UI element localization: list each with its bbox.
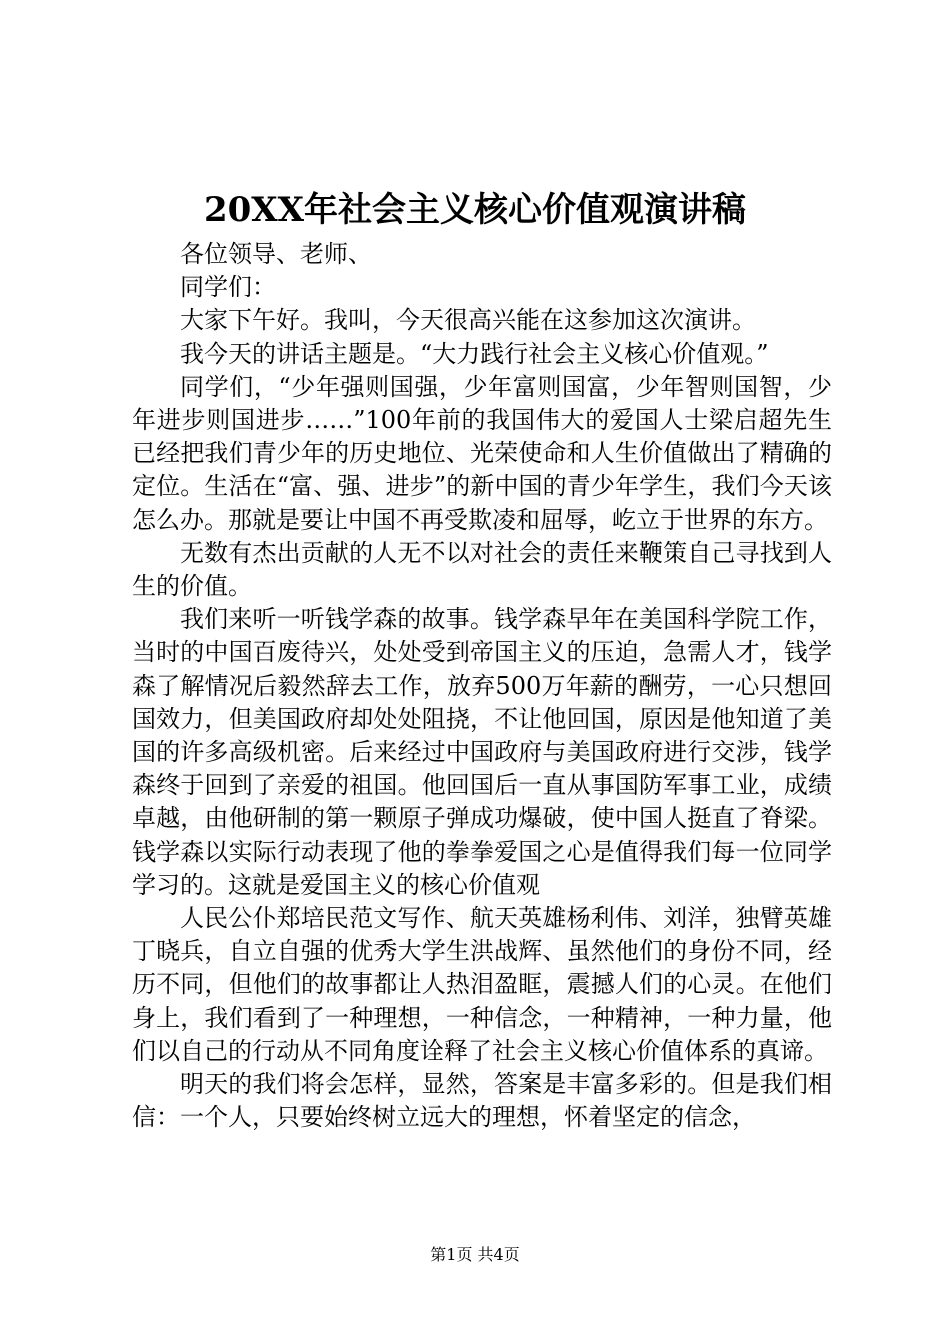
paragraph-body: 同学们，“少年强则国强，少年富则国富，少年智则国智，少年进步则国进步……”100年前的我国伟大的爱国人士梁启超先生已经把我们青少年的历史地位、光荣使命和人生价值做出了精确的定位。生活在“富、强、进步”的新中国的青少年学生，我们今天该怎么办。那就是要让中国不再受欺凌和屈辱，屹立于世界的东方。	[132, 372, 832, 534]
paragraph-salutation-2: 同学们：	[180, 273, 276, 302]
page-footer: 第1页 共4页	[430, 1245, 520, 1264]
paragraph-body: 明天的我们将会怎样，显然，答案是丰富多彩的。但是我们相信：一个人，只要始终树立远大的理想，怀着坚定的信念，	[132, 1070, 832, 1132]
paragraph-topic: 我今天的讲话主题是。“大力践行社会主义核心价值观。”	[180, 339, 769, 368]
paragraph-body: 人民公仆郑培民范文写作、航天英雄杨利伟、刘洋，独臂英雄丁晓兵，自立自强的优秀大学生洪战辉、虽然他们的身份不同，经历不同，但他们的故事都让人热泪盈眶，震撼人们的心灵。在他们身上，我们看到了一种理想，一种信念，一种精神，一种力量，他们以自己的行动从不同角度诠释了社会主义核心价值体系的真谛。	[132, 904, 832, 1065]
paragraph-body: 我们来听一听钱学森的故事。钱学森早年在美国科学院工作，当时的中国百废待兴，处处受到帝国主义的压迫，急需人才，钱学森了解情况后毅然辞去工作，放弃500万年薪的酬劳，一心只想回国效力，但美国政府却处处阻挠，不让他回国，原因是他知道了美国的许多高级机密。后来经过中国政府与美国政府进行交涉，钱学森终于回到了亲爱的祖国。他回国后一直从事国防军事工业，成绩卓越，由他研制的第一颗原子弹成功爆破，使中国人挺直了脊梁。钱学森以实际行动表现了他的拳拳爱国之心是值得我们每一位同学学习的。这就是爱国主义的核心价值观	[132, 605, 832, 899]
document-body	[132, 238, 832, 1134]
paragraph-greeting: 大家下午好。我叫，今天很高兴能在这参加这次演讲。	[180, 306, 756, 335]
document-title: 20XX年社会主义核心价值观演讲稿	[203, 190, 747, 230]
paragraph-salutation-1: 各位领导、老师、	[180, 240, 372, 268]
paragraph-body: 无数有杰出贡献的人无不以对社会的责任来鞭策自己寻找到人生的价值。	[132, 538, 832, 601]
